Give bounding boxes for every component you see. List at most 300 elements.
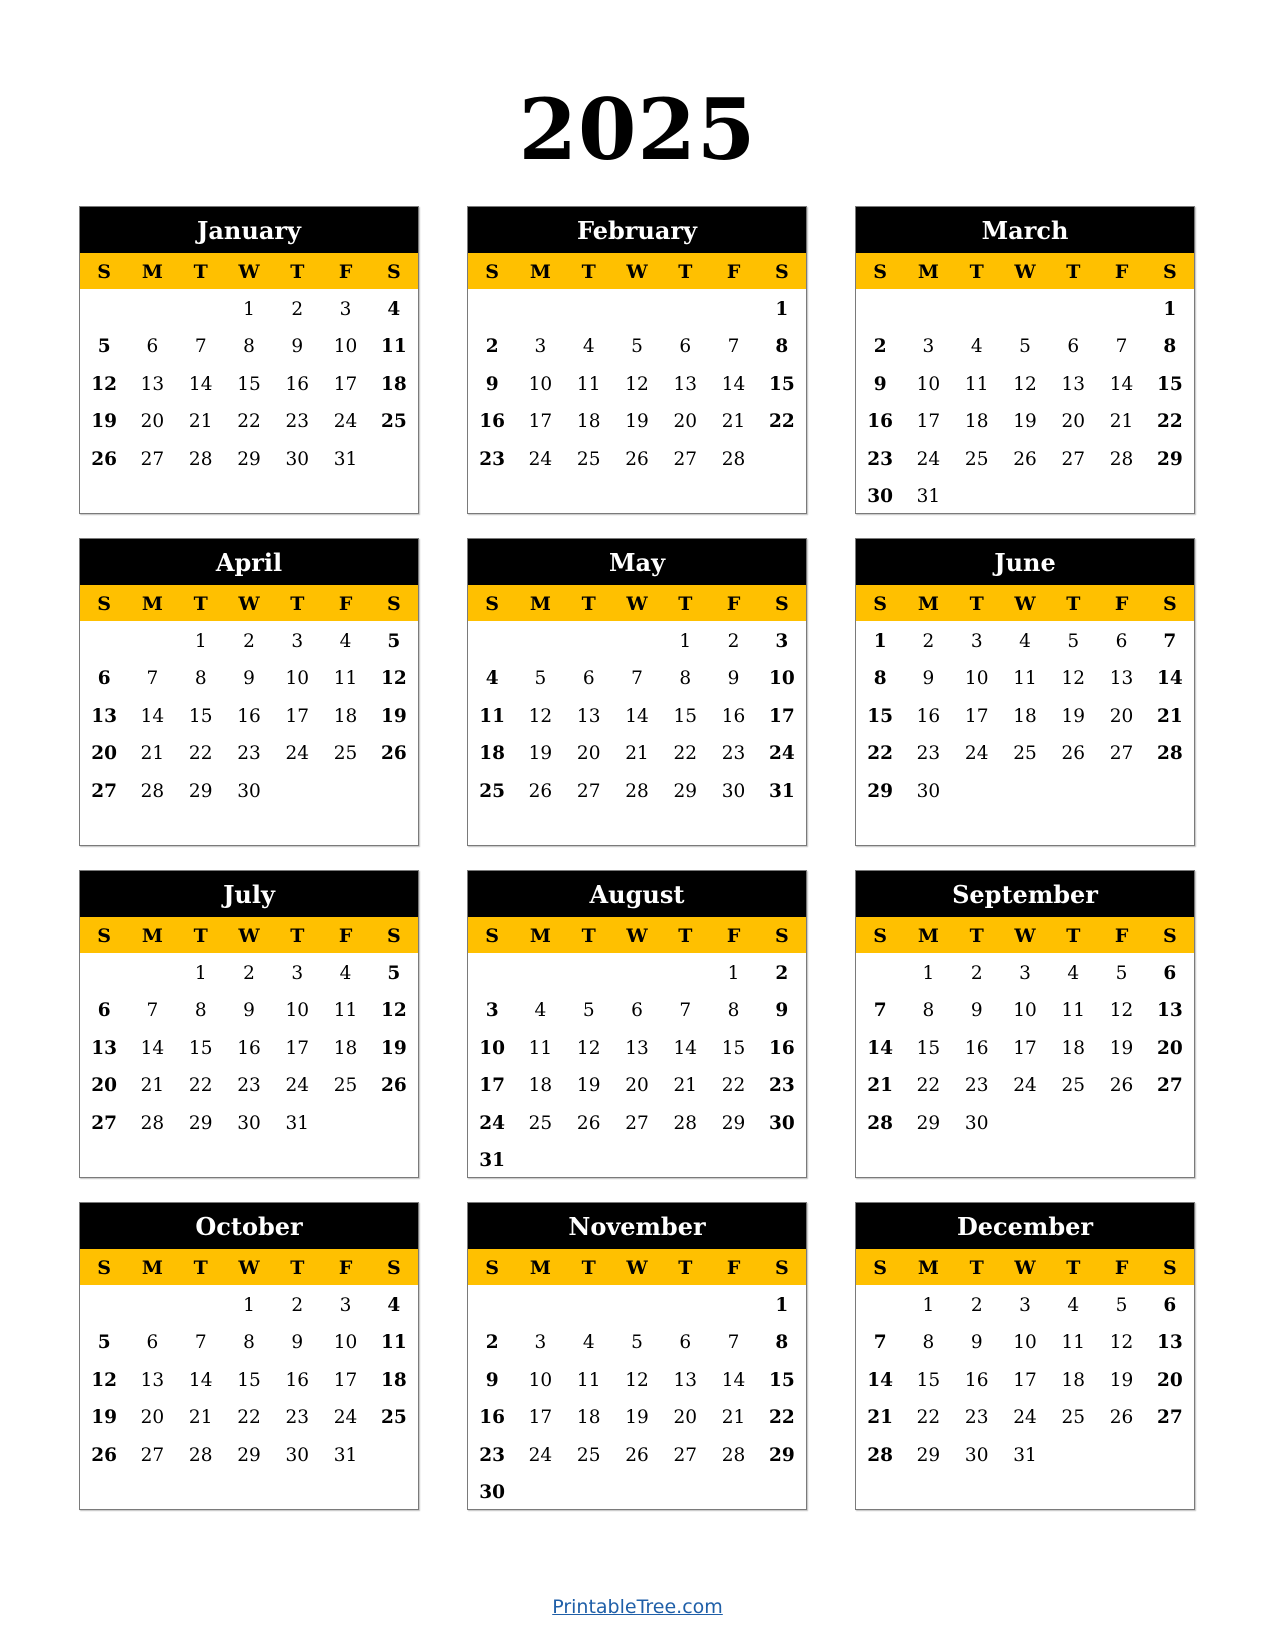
weekday-header: T [581,1257,596,1279]
weekday-header: F [1114,1257,1129,1279]
day-cell: 31 [916,485,941,507]
day-cell: 10 [528,1369,553,1391]
day-cell: 9 [775,1000,789,1022]
weekday-header: T [678,925,693,947]
day-cell: 22 [188,1075,213,1097]
day-cell: 1 [679,631,692,652]
day-cell: 21 [867,1407,894,1429]
empty-cell [565,1287,613,1324]
day-cell: 5 [631,1332,643,1354]
weekday-header: T [193,261,208,283]
empty-cell [613,623,661,660]
weekday-header-row [80,585,418,621]
day-cell: 28 [721,448,746,470]
day-cell: 28 [140,1112,165,1134]
day-cell: 23 [285,1407,310,1429]
day-cell: 5 [631,336,643,358]
day-cell: 24 [916,448,941,470]
day-cell: 21 [673,1075,698,1097]
month-name: October [80,1203,418,1249]
day-cell: 18 [1061,1037,1086,1059]
weekday-header: T [678,593,693,615]
day-cell: 20 [625,1075,649,1097]
day-cell: 10 [916,373,941,395]
day-cell: 24 [964,743,989,765]
day-cell: 12 [625,373,649,395]
day-cell: 20 [576,743,601,765]
month-name: March [856,207,1194,253]
day-cell: 25 [1061,1407,1086,1429]
day-cell: 15 [916,1037,941,1059]
day-cell: 23 [916,743,941,765]
footer-link[interactable]: PrintableTree.com [552,1596,723,1618]
day-cell: 26 [1061,743,1086,765]
day-cell: 16 [964,1037,989,1059]
day-cell: 17 [528,1407,553,1429]
weekday-header: F [1114,593,1129,615]
day-cell: 4 [1067,963,1080,984]
day-cell: 5 [1019,336,1031,358]
day-cell: 28 [188,448,213,470]
day-cell: 13 [1156,1000,1183,1022]
day-cell: 20 [1156,1369,1183,1391]
empty-cell [80,623,128,660]
weekday-header-row [468,1249,806,1285]
day-cell: 15 [1156,373,1183,395]
month-name: December [856,1203,1194,1249]
day-cell: 8 [873,668,887,690]
month-october [79,1202,419,1510]
day-cell: 15 [188,705,213,727]
weekday-header: S [386,1257,401,1279]
day-cell: 19 [528,743,553,765]
day-cell: 27 [625,1112,649,1134]
day-cell: 19 [380,1037,407,1059]
day-cell: 27 [91,1112,118,1134]
weekday-header: M [917,593,939,615]
day-cell: 8 [243,1332,255,1354]
weekday-header-row [468,253,806,289]
day-cell: 30 [285,448,310,470]
day-cell: 24 [1013,1407,1037,1429]
weekday-header: S [1162,925,1177,947]
day-cell: 10 [964,668,989,690]
day-grid [468,953,806,1179]
day-grid [80,953,418,1142]
day-cell: 16 [721,705,746,727]
day-cell: 19 [91,411,118,433]
weekday-header-row [468,917,806,953]
weekday-header: W [1014,261,1036,283]
month-name: February [468,207,806,253]
day-cell: 15 [768,373,795,395]
day-cell: 21 [140,743,165,765]
day-cell: 15 [867,705,894,727]
empty-cell [128,955,176,992]
day-cell: 4 [387,1295,401,1316]
day-cell: 11 [1061,1332,1086,1354]
day-cell: 7 [194,336,207,358]
day-cell: 1 [922,963,935,984]
day-cell: 14 [867,1037,894,1059]
day-cell: 13 [1061,373,1086,395]
day-cell: 1 [775,1295,789,1316]
weekday-header: S [774,1257,789,1279]
day-cell: 13 [576,705,601,727]
day-cell: 11 [964,373,989,395]
day-cell: 29 [188,1112,213,1134]
day-cell: 11 [528,1037,553,1059]
day-cell: 21 [625,743,649,765]
day-cell: 9 [970,1332,983,1354]
weekday-header: T [1066,593,1081,615]
empty-cell [565,955,613,992]
day-cell: 6 [1115,631,1128,652]
day-cell: 8 [1163,336,1177,358]
day-cell: 4 [1019,631,1031,652]
weekday-header: F [1114,261,1129,283]
day-cell: 16 [768,1037,795,1059]
day-cell: 4 [582,336,595,358]
weekday-header: M [141,925,163,947]
day-cell: 21 [721,1407,746,1429]
page-title: 2025 [518,80,757,179]
day-cell: 23 [237,743,261,765]
weekday-header: S [873,261,887,283]
day-cell: 18 [333,1037,358,1059]
day-cell: 1 [775,299,789,320]
day-cell: 22 [188,743,213,765]
day-cell: 2 [243,631,255,652]
weekday-header: S [774,261,789,283]
day-cell: 7 [727,1332,740,1354]
day-cell: 19 [1109,1369,1134,1391]
day-cell: 27 [1109,743,1134,765]
day-cell: 19 [380,705,407,727]
day-cell: 23 [768,1075,795,1097]
empty-cell [516,291,564,328]
day-cell: 27 [140,448,165,470]
weekday-header: T [290,925,305,947]
day-grid [80,1285,418,1474]
day-cell: 26 [576,1112,601,1134]
day-cell: 26 [1013,448,1037,470]
day-cell: 17 [1013,1369,1037,1391]
day-cell: 4 [1067,1295,1080,1316]
day-cell: 23 [479,448,506,470]
day-cell: 4 [534,1000,547,1022]
day-cell: 6 [631,1000,643,1022]
day-cell: 2 [485,1332,499,1354]
day-cell: 13 [91,705,118,727]
month-january [79,206,419,514]
day-cell: 21 [188,1407,213,1429]
day-cell: 29 [916,1444,941,1466]
day-cell: 1 [194,963,207,984]
day-grid [80,621,418,810]
day-cell: 14 [140,1037,165,1059]
day-cell: 25 [380,1407,407,1429]
months-grid [79,206,1196,1510]
weekday-header: F [338,1257,353,1279]
month-name: May [468,539,806,585]
day-grid [80,289,418,478]
day-cell: 24 [333,1407,358,1429]
day-cell: 14 [188,1369,213,1391]
weekday-header: T [581,593,596,615]
day-cell: 24 [479,1112,506,1134]
day-cell: 16 [916,705,941,727]
day-cell: 11 [333,668,358,690]
day-cell: 4 [339,631,352,652]
day-cell: 22 [916,1075,941,1097]
day-cell: 10 [285,1000,310,1022]
day-cell: 17 [285,705,310,727]
weekday-header: T [969,261,984,283]
weekday-header: S [1162,1257,1177,1279]
day-cell: 27 [673,1444,698,1466]
empty-cell [709,291,757,328]
day-grid [856,289,1194,515]
day-cell: 11 [479,705,506,727]
day-cell: 18 [528,1075,553,1097]
weekday-header: S [485,261,499,283]
weekday-header: S [1162,593,1177,615]
weekday-header: S [97,925,111,947]
day-cell: 12 [576,1037,601,1059]
weekday-header: T [1066,261,1081,283]
day-cell: 8 [194,1000,207,1022]
day-cell: 2 [291,1295,304,1316]
day-cell: 11 [576,373,601,395]
empty-cell [661,291,709,328]
month-september [855,870,1195,1178]
empty-cell [661,1287,709,1324]
empty-cell [468,291,516,328]
day-cell: 25 [576,448,601,470]
day-cell: 9 [970,1000,983,1022]
month-name: June [856,539,1194,585]
day-cell: 15 [188,1037,213,1059]
day-cell: 29 [916,1112,941,1134]
day-cell: 20 [1061,411,1086,433]
day-cell: 1 [727,963,740,984]
day-cell: 11 [333,1000,358,1022]
weekday-header-row [80,1249,418,1285]
weekday-header: M [917,1257,939,1279]
day-cell: 11 [1061,1000,1086,1022]
day-cell: 26 [380,1075,407,1097]
day-cell: 16 [285,373,310,395]
weekday-header: T [969,593,984,615]
day-cell: 9 [243,668,255,690]
weekday-header: F [726,261,741,283]
day-cell: 21 [188,411,213,433]
day-cell: 17 [333,1369,358,1391]
empty-cell [80,291,128,328]
day-cell: 12 [528,705,553,727]
day-grid [856,1285,1194,1474]
day-cell: 25 [333,1075,358,1097]
day-cell: 18 [964,411,989,433]
day-cell: 28 [867,1444,894,1466]
day-cell: 13 [140,373,165,395]
day-cell: 21 [1156,705,1183,727]
day-cell: 3 [291,631,304,652]
day-cell: 25 [576,1444,601,1466]
empty-cell [128,1287,176,1324]
day-cell: 17 [1013,1037,1037,1059]
month-july [79,870,419,1178]
weekday-header: F [726,1257,741,1279]
weekday-header-row [856,1249,1194,1285]
day-cell: 28 [1109,448,1134,470]
month-march [855,206,1195,514]
weekday-header: M [529,925,551,947]
day-cell: 1 [194,631,207,652]
day-cell: 19 [1061,705,1086,727]
weekday-header: M [917,925,939,947]
day-cell: 6 [146,336,159,358]
day-cell: 27 [1156,1075,1183,1097]
weekday-header: W [626,1257,648,1279]
day-cell: 25 [333,743,358,765]
weekday-header: W [238,925,260,947]
day-cell: 20 [1109,705,1134,727]
day-cell: 8 [679,668,692,690]
weekday-header: S [97,1257,111,1279]
day-cell: 20 [140,1407,165,1429]
day-cell: 28 [188,1444,213,1466]
day-cell: 5 [97,1332,111,1354]
day-cell: 22 [768,411,795,433]
day-cell: 24 [285,743,310,765]
weekday-header: S [386,925,401,947]
day-cell: 13 [140,1369,165,1391]
empty-cell [177,291,225,328]
day-cell: 17 [964,705,989,727]
day-cell: 9 [291,1332,304,1354]
day-cell: 30 [237,780,261,802]
day-cell: 27 [673,448,698,470]
day-cell: 31 [285,1112,310,1134]
day-cell: 25 [964,448,989,470]
weekday-header-row [80,917,418,953]
day-cell: 22 [721,1075,746,1097]
day-cell: 25 [1013,743,1037,765]
day-cell: 7 [679,1000,692,1022]
weekday-header-row [468,585,806,621]
day-cell: 24 [528,1444,553,1466]
day-cell: 28 [1156,743,1183,765]
day-cell: 14 [673,1037,698,1059]
day-cell: 1 [243,1295,255,1316]
day-cell: 9 [922,668,935,690]
day-cell: 11 [380,1332,407,1354]
day-cell: 23 [237,1075,261,1097]
weekday-header: W [1014,593,1036,615]
weekday-header: F [338,925,353,947]
day-cell: 12 [91,373,118,395]
weekday-header: T [678,261,693,283]
weekday-header: S [1162,261,1177,283]
day-cell: 13 [91,1037,118,1059]
empty-cell [80,955,128,992]
weekday-header: M [141,1257,163,1279]
empty-cell [177,1287,225,1324]
weekday-header: S [485,593,499,615]
day-cell: 22 [916,1407,941,1429]
day-cell: 21 [721,411,746,433]
day-cell: 9 [873,373,887,395]
day-cell: 6 [679,336,692,358]
month-april [79,538,419,846]
day-cell: 18 [333,705,358,727]
day-cell: 12 [380,668,407,690]
day-cell: 18 [1061,1369,1086,1391]
day-cell: 2 [243,963,255,984]
day-cell: 24 [333,411,358,433]
day-cell: 5 [387,631,401,652]
day-cell: 8 [922,1332,935,1354]
day-cell: 19 [625,1407,649,1429]
day-cell: 3 [339,1295,352,1316]
day-cell: 31 [479,1149,506,1171]
day-cell: 29 [721,1112,746,1134]
day-cell: 20 [140,411,165,433]
weekday-header: T [678,1257,693,1279]
day-cell: 31 [333,1444,358,1466]
day-cell: 7 [1163,631,1177,652]
day-cell: 24 [528,448,553,470]
day-cell: 8 [727,1000,740,1022]
day-cell: 23 [964,1407,989,1429]
day-cell: 10 [768,668,795,690]
day-cell: 27 [576,780,601,802]
day-cell: 30 [285,1444,310,1466]
day-cell: 22 [673,743,698,765]
day-cell: 14 [188,373,213,395]
weekday-header: F [726,593,741,615]
weekday-header: M [141,593,163,615]
day-cell: 27 [1061,448,1086,470]
weekday-header: M [141,261,163,283]
empty-cell [856,1287,904,1324]
day-cell: 3 [1019,963,1031,984]
day-cell: 6 [582,668,595,690]
day-cell: 5 [582,1000,595,1022]
day-cell: 17 [916,411,941,433]
day-cell: 2 [485,336,499,358]
day-cell: 19 [1013,411,1037,433]
day-cell: 7 [146,1000,159,1022]
day-cell: 15 [916,1369,941,1391]
day-cell: 26 [91,448,118,470]
weekday-header: S [97,261,111,283]
day-cell: 23 [285,411,310,433]
weekday-header: S [97,593,111,615]
weekday-header: T [581,261,596,283]
day-cell: 7 [631,668,643,690]
month-name: August [468,871,806,917]
day-cell: 21 [140,1075,165,1097]
weekday-header: S [485,1257,499,1279]
month-august [467,870,807,1178]
day-cell: 2 [727,631,740,652]
day-cell: 7 [194,1332,207,1354]
day-cell: 28 [721,1444,746,1466]
day-cell: 20 [673,1407,698,1429]
